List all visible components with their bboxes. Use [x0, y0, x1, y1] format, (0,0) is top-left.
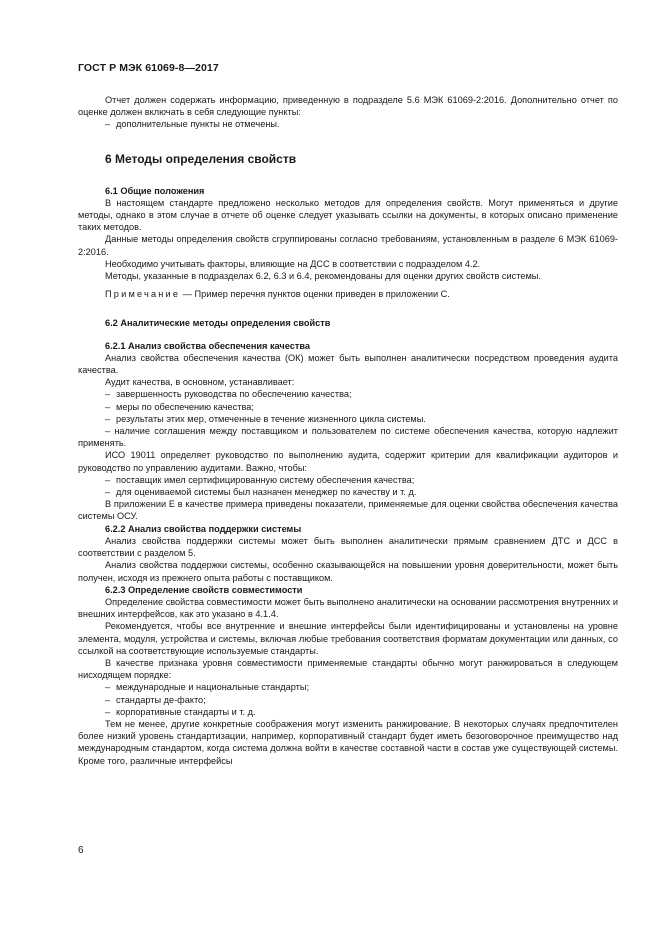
note-label: Примечание: [105, 289, 181, 300]
paragraph: Анализ свойства поддержки системы может быть выполнен аналитически прямым сравнением ДТС и ДСС в соответствии с разделом 5.: [78, 535, 618, 559]
subsection-heading: 6.2.3 Определение свойств совместимости: [105, 584, 303, 595]
paragraph: Отчет должен содержать информацию, приведенную в подразделе 5.6 МЭК 61069-2:2016. Дополнительно отчет по оценке должен включать в себя следующие пункты:: [78, 95, 618, 118]
paragraph: Методы, указанные в подразделах 6.2, 6.3 и 6.4, рекомендованы для оценки других свойств системы.: [105, 271, 541, 282]
paragraph: Тем не менее, другие конкретные соображения могут изменить ранжирование. В некоторых случаях предпочтителен более низкий уровень стандартизации, например, корпоративный стандарт будет иметь безоговорочное преимущество над международным стандартом, когда система должна войти в качестве составной части в состав уже существующей системы. Кроме того, различные интерфейсы: [78, 718, 618, 766]
paragraph: В приложении Е в качестве примера приведены показатели, применяемые для оценки свойства обеспечения качества системы ОСУ.: [78, 499, 618, 522]
note: [78, 288, 618, 300]
subsection-heading: 6.2.1 Анализ свойства обеспечения качества: [105, 340, 310, 351]
list-item: – завершенность руководства по обеспечению качества;: [78, 388, 618, 400]
paragraph: В качестве признака уровня совместимости применяемые стандарты обычно могут ранжироваться в следующем нисходящем порядке:: [78, 657, 618, 681]
paragraph: Определение свойства совместимости может быть выполнено аналитически на основании рассмотрения внутренних и внешних интерфейсов, как это указано в 4.1.4.: [78, 596, 618, 620]
list-item: – меры по обеспечению качества;: [78, 401, 618, 413]
paragraph: Анализ свойства обеспечения качества (ОК) может быть выполнен аналитически посредством проведения аудита качества.: [78, 352, 618, 376]
list-item: – стандарты де-факто;: [78, 694, 618, 706]
list-item: – для оцениваемой системы был назначен менеджер по качеству и т. д.: [78, 486, 618, 498]
page-number: 6: [78, 845, 84, 856]
list-item: – результаты этих мер, отмеченные в течение жизненного цикла системы.: [78, 413, 618, 425]
paragraph: ИСО 19011 определяет руководство по выполнению аудита, содержит критерии для квалификации аудиторов и руководство по управлению аудитами. Важно, чтобы:: [78, 450, 618, 473]
note-text: — Пример перечня пунктов оценки приведен в приложении С.: [180, 289, 450, 300]
list-item: – наличие соглашения между поставщиком и пользователем по системе обеспечения качества, которую надлежит применять.: [78, 426, 618, 449]
paragraph: В настоящем стандарте предложено несколько методов для определения свойств. Могут применяться и другие методы, однако в этом случае в отчете об оценке следует указывать ссылки на документы, в которых описано применение таких методов.: [78, 197, 618, 233]
list-item: – международные и национальные стандарты;: [78, 681, 618, 693]
list-item: – поставщик имел сертифицированную систему обеспечения качества;: [78, 474, 618, 486]
subsection-heading: 6.2 Аналитические методы определения свойств: [105, 318, 331, 329]
list-item: – дополнительные пункты не отмечены.: [78, 118, 618, 130]
paragraph: Данные методы определения свойств сгруппированы согласно требованиям, установленным в разделе 6 МЭК 61069-2:2016.: [78, 234, 618, 257]
subsection-heading: 6.2.2 Анализ свойства поддержки системы: [105, 523, 302, 534]
section-heading: 6 Методы определения свойств: [105, 151, 297, 166]
paragraph: Анализ свойства поддержки системы, особенно сказывающейся на повышении уровня доверительности, может быть получен, исходя из прежнего опыта работы с поставщиком.: [78, 560, 618, 583]
document-header: ГОСТ Р МЭК 61069-8—2017: [78, 62, 219, 74]
paragraph: Аудит качества, в основном, устанавливает:: [105, 377, 295, 388]
paragraph: Рекомендуется, чтобы все внутренние и внешние интерфейсы были идентифицированы и установлены на уровне элемента, модуля, устройства и системы, включая любые требования соответствия форматам документации или данных, со ссылкой на соответствующие используемые стандарты.: [78, 621, 618, 656]
list-item: – корпоративные стандарты и т. д.: [78, 706, 618, 718]
page-body: [78, 94, 618, 767]
subsection-heading: 6.1 Общие положения: [105, 185, 205, 196]
paragraph: Необходимо учитывать факторы, влияющие на ДСС в соответствии с подразделом 4.2.: [105, 258, 481, 269]
